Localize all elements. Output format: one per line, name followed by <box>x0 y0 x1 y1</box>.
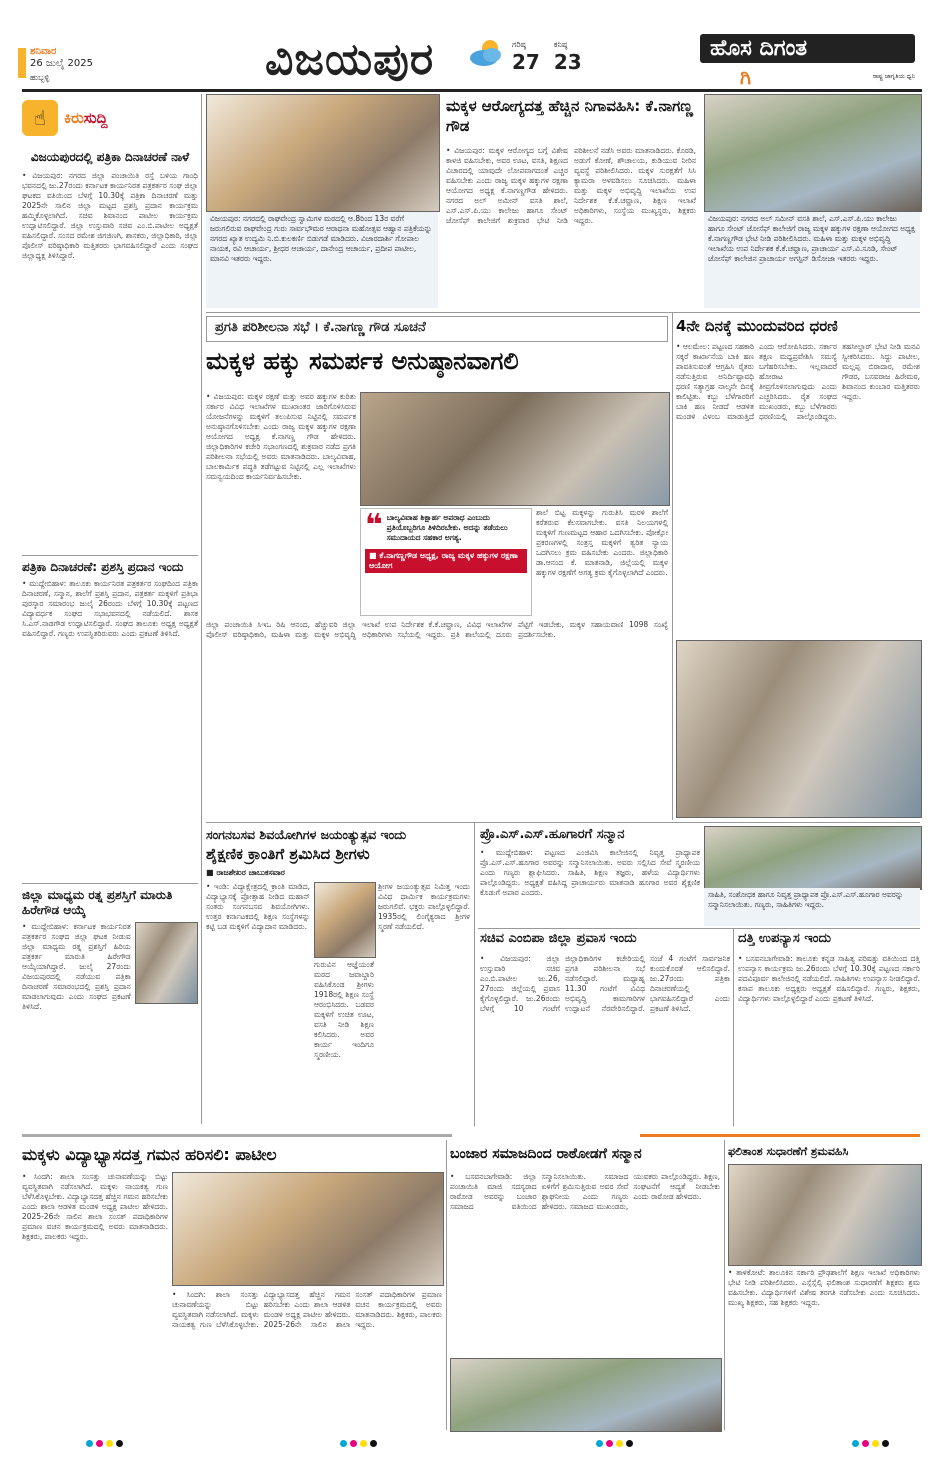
black-dot <box>882 1440 889 1447</box>
top-event-photo <box>206 94 440 212</box>
header-date-block <box>30 46 230 84</box>
cyan-dot <box>86 1440 93 1447</box>
protest-story-title: 4ನೇ ದಿನಕ್ಕೆ ಮುಂದುವರಿದ ಧರಣಿ <box>676 317 838 335</box>
brand-logo <box>700 34 915 89</box>
sangana-body2: ಗುರುವಿನ ಆಜ್ಞೆಯಂತೆ ಮಠದ ಜವಾಬ್ದಾರಿ ವಹಿಸಿಕೊಂಡ ಶ್ರೀಗಳು 1918ರಲ್ಲಿ ಶಿಕ್ಷಣ ಸಂಸ್ಥೆ ಆರಂಭಿಸಿದರು. ಬಡವರ ಮಕ್ಕಳಿಗೆ ಉಚಿತ ಊಟ, ವಸತಿ ನೀಡಿ ಶಿಕ್ಷಣ ಕಲಿಸಿದರು. ಅವರ ಕಾರ್ಯ ಇಂದಿಗೂ ಸ್ಮರಣೀಯ. <box>314 960 374 1059</box>
quote-text: ಬಾಲ್ಯವಿವಾಹ ಶಿಕ್ಷಾರ್ಹ ಅಪರಾಧ ಎಂಬುದು ಪ್ರತಿಯೊಬ್ಬರಿಗೂ ತಿಳಿದಿರಬೇಕು. ಅದನ್ನು ತಡೆಯಲು ಸಮುದಾಯದ ಸಹಕಾರ ಅಗತ್ಯ. <box>386 513 508 542</box>
brand-tagline: ರಾಷ್ಟ್ರ ಜಾಗೃತಿಯ ಧ್ವನಿ <box>872 73 915 80</box>
temp-low: 23 <box>553 50 582 74</box>
sangana-title-line1: ಸಂಗನಬಸವ ಶಿವಯೋಗಿಗಳ ಜಯಂತ್ಯುತ್ಸವ ಇಂದು <box>206 827 407 842</box>
kiru-story2-body: • ಮುದ್ದೇಬಿಹಾಳ: ತಾಲೂಕು ಕಾರ್ಯನಿರತ ಪತ್ರಕರ್ತರ ಸಂಘದಿಂದ ಪತ್ರಿಕಾ ದಿನಾಚರಣೆ, ಸನ್ಮಾನ, ಶಾಲೆಗೆ ಪ್ರಶಸ್ತಿ ಪ್ರದಾನ, ಪತ್ರಕರ್ತ ಮಕ್ಕಳಿಗೆ ಪ್ರತಿಭಾ ಪುರಸ್ಕಾರ ಸಮಾರಂಭ ಜುಲೈ 26ರಂದು ಬೆಳಗ್ಗೆ 10.30ಕ್ಕೆ ಪಟ್ಟಣದ ವಿದ್ಯಾವರ್ಧಕ ಸಂಘದ ಸಭಾಭವನದಲ್ಲಿ ನಡೆಯಲಿದೆ. ಶಾಸಕ ಸಿ.ಎಸ್.ನಾಡಗೌಡ ಉದ್ಘಾಟಿಸಲಿದ್ದಾರೆ. ಸಂಘದ ತಾಲೂಕು ಅಧ್ಯಕ್ಷ ಅಧ್ಯಕ್ಷತೆ ವಹಿಸಲಿದ್ದಾರೆ. ಗಣ್ಯರು ಉಪಸ್ಥಿತರಿರುವರು ಎಂದು ಪ್ರಕಟಣೆ ತಿಳಿಸಿದೆ. <box>22 579 198 638</box>
bottom1-title: ಮಕ್ಕಳು ವಿದ್ಯಾಭ್ಯಾಸದತ್ತ ಗಮನ ಹರಿಸಲಿ: ಪಾಟೀಲ <box>22 1145 277 1164</box>
minister-story-title: ಸಚಿವ ಎಂಬಿಪಾ ಜಿಲ್ಲಾ ಪ್ರವಾಸ ಇಂದು <box>480 931 637 946</box>
yellow-dot <box>872 1440 879 1447</box>
minister-story-body: • ವಿಜಯಪುರ: ಜಿಲ್ಲಾ ಉಸ್ತುವಾರಿ ಸಚಿವ ಎಂ.ಬಿ.ಪಾಟೀಲ ಜು.26, 27ರಂದು ಜಿಲ್ಲೆಯಲ್ಲಿ ಪ್ರವಾಸ ಕೈಗೊಳ್ಳಲಿದ್ದಾರೆ. ಜು.26ರಂದು ಬೆಳಗ್ಗೆ 10 ಗಂಟೆಗೆ ಜಿಲ್ಲಾಧಿಕಾರಿಗಳ ಕಚೇರಿಯಲ್ಲಿ ಪ್ರಗತಿ ಪರಿಶೀಲನಾ ಸಭೆ ನಡೆಸಲಿದ್ದಾರೆ. ಮಧ್ಯಾಹ್ನ 11.30 ಗಂಟೆಗೆ ವಿವಿಧ ಅಭಿವೃದ್ಧಿ ಕಾಮಗಾರಿಗಳ ಉದ್ಘಾಟನೆ ನೆರವೇರಿಸಲಿದ್ದಾರೆ. ಸಂಜೆ 4 ಗಂಟೆಗೆ ಸಾರ್ವಜನಿಕ ಕುಂದುಕೊರತೆ ಆಲಿಸಲಿದ್ದಾರೆ. ಜು.27ರಂದು ಪತ್ರಿಕಾ ದಿನಾಚರಣೆಯಲ್ಲಿ ಭಾಗವಹಿಸಲಿದ್ದಾರೆ ಎಂದು ಪ್ರಕಟಣೆ ತಿಳಿಸಿದೆ. <box>480 954 730 1013</box>
column-divider <box>474 822 475 1126</box>
sangana-byline: ■ ರಾಜಶೇಖರ ಚಾಬುಕಸವಾರ <box>206 868 285 877</box>
hand-icon: ☝ <box>22 100 58 136</box>
protest-photo <box>676 640 922 818</box>
header-date: 26 ಜುಲೈ 2025 <box>30 58 93 69</box>
divider <box>206 312 920 313</box>
top-photo-caption: ವಿಜಯಪುರ: ನಗರದಲ್ಲಿ ರಾಘವೇಂದ್ರ ಸ್ವಾಮಿಗಳ ಮಠದಲ್ಲಿ ಆ.8ರಿಂದ 13ರ ವರೆಗೆ ಜರುಗಲಿರುವ ರಾಘವೇಂದ್ರ ಗುರು ಸಾರ್ವಭೌಮರ ಆರಾಧನಾ ಮಹೋತ್ಸವ ಆಹ್ವಾನ ಪತ್ರಿಕೆಯನ್ನು ನಗರದ ಖ್ಯಾತ ಉದ್ಯಮಿ ನಿ.ಬಿ.ಕುಲಕರ್ಣಿ ಬಿಡುಗಡೆ ಮಾಡಿದರು. ವಿಜಾರದಾರ್ಶಿ ಗೋಪಾಲ ನಾಯಕ, ರವಿ ಆಚಾರ್ಯ, ಶ್ರೀಧರ ಆಚಾರ್ಯ, ದಾನೇಂದ್ರ ಆಚಾರ್ಯ, ಪ್ರದೀಪ ಪಾಟೀಲ, ಮಾನವಿ ಇತರರು ಇದ್ದರು. <box>206 212 438 308</box>
felicitation-photo <box>704 826 922 890</box>
main-story-body1: • ವಿಜಯಪುರ: ಮಕ್ಕಳ ರಕ್ಷಣೆ ಮತ್ತು ಅವರ ಹಕ್ಕುಗಳ ಕುರಿತು ಸರ್ಕಾರ ವಿವಿಧ ಇಲಾಖೆಗಳ ಮುಖಾಂತರ ಜಾರಿಗೊಳಿಸಿರುವ ಯೋಜನೆಗಳನ್ನು ಮಕ್ಕಳಿಗೆ ತಲುಪಿಸುವ ನಿಟ್ಟಿನಲ್ಲಿ ಸಮರ್ಪಕ ಅನುಷ್ಠಾನಗೊಳಿಸಬೇಕು ಎಂದು ರಾಜ್ಯ ಮಕ್ಕಳ ಹಕ್ಕುಗಳ ರಕ್ಷಣಾ ಆಯೋಗದ ಅಧ್ಯಕ್ಷ ಕೆ.ನಾಗಣ್ಣ ಗೌಡ ಹೇಳಿದರು. ಜಿಲ್ಲಾಧಿಕಾರಿಗಳ ಕಚೇರಿ ಸಭಾಂಗಣದಲ್ಲಿ ಶುಕ್ರವಾರ ನಡೆದ ಪ್ರಗತಿ ಪರಿಶೀಲನಾ ಸಭೆಯಲ್ಲಿ ಅವರು ಮಾತನಾಡಿದರು. ಬಾಲ್ಯವಿವಾಹ, ಬಾಲಕಾರ್ಮಿಕ ಪದ್ಧತಿ ತಡೆಗಟ್ಟುವ ನಿಟ್ಟಿನಲ್ಲಿ ಎಲ್ಲ ಇಲಾಖೆಗಳು ಸಮನ್ವಯದಿಂದ ಕಾರ್ಯನಿರ್ವಹಿಸಬೇಕು. <box>206 392 356 481</box>
registration-dots <box>340 1440 377 1447</box>
sangana-body3: ಶ್ರೀಗಳ ಜಯಂತ್ಯುತ್ಸವ ನಿಮಿತ್ತ ಇಂದು ವಿವಿಧ ಧಾರ್ಮಿಕ ಕಾರ್ಯಕ್ರಮಗಳು ಜರುಗಲಿವೆ. ಭಕ್ತರು ಪಾಲ್ಗೊಳ್ಳಲಿದ್ದಾರೆ. 1935ರಲ್ಲಿ ಲಿಂಗೈಕ್ಯರಾದ ಶ್ರೀಗಳ ಸ್ಮರಣೆ ನಡೆಯಲಿದೆ. <box>378 882 470 931</box>
bottom2-title: ಬಂಜಾರ ಸಮಾಜದಿಂದ ರಾಠೋಡಗೆ ಸನ್ಮಾನ <box>450 1146 642 1162</box>
banjara-felicitation-photo <box>450 1358 722 1432</box>
bottom3-title: ಫಲಿತಾಂಶ ಸುಧಾರಣೆಗೆ ಶ್ರಮವಹಿಸಿ <box>728 1145 849 1158</box>
portrait-photo <box>135 922 198 1004</box>
quote-icon: ❝ <box>365 508 383 543</box>
header-city: ಹುಬ್ಬಳ್ಳಿ <box>30 73 50 82</box>
temp-high-label: ಗರಿಷ್ಠ <box>512 40 526 49</box>
main-story-kicker: ಪ್ರಗತಿ ಪರಿಶೀಲನಾ ಸಭೆ । ಕೆ.ನಾಗಣ್ಣ ಗೌಡ ಸೂಚನೆ <box>215 320 426 335</box>
bottom1-body: • ಸಿಂದಗಿ: ಶಾಲಾ ಸಂಸತ್ತು ಚುನಾವಣೆಯನ್ನು ಬಿಟ್ಟು ವ್ಯವಸ್ಥಿತವಾಗಿ ನಡೆಸಲಾಗಿದೆ. ಮಕ್ಕಳು ನಾಯಕತ್ವ ಗುಣ ಬೆಳೆಸಿಕೊಳ್ಳಬೇಕು. ವಿದ್ಯಾಭ್ಯಾಸದತ್ತ ಹೆಚ್ಚಿನ ಗಮನ ಹರಿಸಬೇಕು ಎಂದು ಶಾಲಾ ಆಡಳಿತ ಮಂಡಳಿ ಅಧ್ಯಕ್ಷ ಪಾಟೀಲ ಹೇಳಿದರು. 2025-26ನೇ ಸಾಲಿನ ಶಾಲಾ ಸಂಸತ್ ಪದಾಧಿಕಾರಿಗಳ ಪ್ರಮಾಣ ವಚನ ಕಾರ್ಯಕ್ರಮದಲ್ಲಿ ಅವರು ಮಾತನಾಡಿದರು. ಶಿಕ್ಷಕರು, ಪಾಲಕರು ಇದ್ದರು. <box>22 1172 168 1241</box>
bottom3-body: • ತಾಳಿಕೋಟೆ: ತಾಲೂಕಿನ ಸರ್ಕಾರಿ ಪ್ರೌಢಶಾಲೆಗೆ ಶಿಕ್ಷಣ ಇಲಾಖೆ ಅಧಿಕಾರಿಗಳು ಭೇಟಿ ನೀಡಿ ಪರಿಶೀಲಿಸಿದರು. ಎಸ್ಸೆಸ್ಸೆಲ್ಸಿ ಫಲಿತಾಂಶ ಸುಧಾರಣೆಗೆ ಶಿಕ್ಷಕರು ಶ್ರಮ ವಹಿಸಬೇಕು. ವಿದ್ಯಾರ್ಥಿಗಳಿಗೆ ವಿಶೇಷ ತರಗತಿ ನಡೆಸಬೇಕು ಎಂದು ಸೂಚಿಸಿದರು. ಮುಖ್ಯ ಶಿಕ್ಷಕರು, ಸಹ ಶಿಕ್ಷಕರು ಇದ್ದರು. <box>728 1268 920 1307</box>
column-divider <box>733 928 734 1126</box>
kiru-story2-title: ಪತ್ರಿಕಾ ದಿನಾಚರಣೆ: ಪ್ರಶಸ್ತಿ ಪ್ರದಾನ ಇಂದು <box>22 560 184 574</box>
cyan-dot <box>852 1440 859 1447</box>
column-divider <box>446 1140 447 1430</box>
sangana-title-line2: ಶೈಕ್ಷಣಿಕ ಕ್ರಾಂತಿಗೆ ಶ್ರಮಿಸಿದ ಶ್ರೀಗಳು <box>206 845 370 863</box>
quote-attribution: ■ ಕೆ.ನಾಗಣ್ಣಗೌಡ ಅಧ್ಯಕ್ಷ, ರಾಜ್ಯ ಮಕ್ಕಳ ಹಕ್ಕುಗಳ ರಕ್ಷಣಾ ಆಯೋಗ <box>365 549 527 573</box>
yellow-dot <box>616 1440 623 1447</box>
registration-dots <box>852 1440 889 1447</box>
divider <box>22 555 198 556</box>
magenta-dot <box>862 1440 869 1447</box>
section-bar-accent <box>640 1134 920 1137</box>
section-bar <box>22 1134 452 1137</box>
main-story-title: ಮಕ್ಕಳ ಹಕ್ಕು ಸಮರ್ಪಕ ಅನುಷ್ಠಾನವಾಗಲಿ <box>206 347 519 375</box>
divider <box>22 883 198 884</box>
header-accent-bar <box>18 48 26 78</box>
bottom2-body: • ಬಸವನಬಾಗೇವಾಡಿ: ಜಿಲ್ಲಾ ಪಂಚಾಯಿತಿ ಮಾಜಿ ಸದಸ್ಯರಾದ ರಾಠೋಡ ಅವರನ್ನು ಬಂಜಾರ ಸಮಾಜದ ವತಿಯಿಂದ ಸನ್ಮಾನಿಸಲಾಯಿತು. ಸಮಾಜದ ಏಳಿಗೆಗೆ ಶ್ರಮಿಸುತ್ತಿರುವ ಅವರ ಸೇವೆ ಶ್ಲಾಘನೀಯ ಎಂದು ಗಣ್ಯರು ಹೇಳಿದರು. ಸಮಾಜದ ಮುಖಂಡರು, ಯುವಕರು ಪಾಲ್ಗೊಂಡಿದ್ದರು. ಶಿಕ್ಷಣ, ಸಂಘಟನೆಗೆ ಆದ್ಯತೆ ನೀಡಬೇಕು ಎಂದು ರಾಠೋಡ ಹೇಳಿದರು. <box>450 1172 720 1211</box>
magenta-dot <box>350 1440 357 1447</box>
temp-low-label: ಕನಿಷ್ಠ <box>553 40 568 49</box>
upanyasa-story-title: ದತ್ತಿ ಉಪನ್ಯಾಸ ಇಂದು <box>738 931 832 946</box>
registration-dots <box>86 1440 123 1447</box>
upanyasa-story-body: • ಬಸವನಬಾಗೇವಾಡಿ: ತಾಲೂಕು ಕನ್ನಡ ಸಾಹಿತ್ಯ ಪರಿಷತ್ತು ವತಿಯಿಂದ ದತ್ತಿ ಉಪನ್ಯಾಸ ಕಾರ್ಯಕ್ರಮ ಜು.26ರಂದು ಬೆಳಗ್ಗೆ 10.30ಕ್ಕೆ ಪಟ್ಟಣದ ಸರ್ಕಾರಿ ಪದವಿಪೂರ್ವ ಕಾಲೇಜಿನಲ್ಲಿ ನಡೆಯಲಿದೆ. ಸಾಹಿತಿಗಳು ಉಪನ್ಯಾಸ ನೀಡಲಿದ್ದಾರೆ. ಕಸಾಪ ತಾಲೂಕು ಅಧ್ಯಕ್ಷರು ಅಧ್ಯಕ್ಷತೆ ವಹಿಸಲಿದ್ದಾರೆ. ಗಣ್ಯರು, ಶಿಕ್ಷಕರು, ವಿದ್ಯಾರ್ಥಿಗಳು ಪಾಲ್ಗೊಳ್ಳಲಿದ್ದಾರೆ ಎಂದು ಪ್ರಕಟಣೆ ತಿಳಿಸಿದೆ. <box>738 954 920 1003</box>
column-divider <box>672 312 673 820</box>
right-photo-caption: ವಿಜಯಪುರ: ನಗರದ ಅಲ್ ಸಮೀನ್ ವಸತಿ ಶಾಲೆ, ಎಸ್.ಎಸ್.ಪಿ.ಯು ಕಾಲೇಜು ಹಾಗೂ ಸೇಂಟ್ ಜೋಸೆಫ್ ಕಾಲೇಜಿಗೆ ರಾಜ್ಯ ಮಕ್ಕಳ ಹಕ್ಕುಗಳ ರಕ್ಷಣಾ ಆಯೋಗದ ಅಧ್ಯಕ್ಷ ಕೆ.ನಾಗಣ್ಣಗೌಡ ಭೇಟಿ ನೀಡಿ ಪರಿಶೀಲಿಸಿದರು. ಮಹಿಳಾ ಮತ್ತು ಮಕ್ಕಳ ಅಭಿವೃದ್ಧಿ ಇಲಾಖೆಯ ಉಪ ನಿರ್ದೇಶಕ ಕೆ.ಕೆ.ಚವ್ಹಾಣ, ಪ್ರಾಚಾರ್ಯ ಎಸ್.ವಿ.ಸೂಡಿ, ಸೇಂಟ್ ಜೋಸೆಫ್ ಕಾಲೇಜಿನ ಪ್ರಾಚಾರ್ಯ ಅಗಸ್ಟಿನ್ ಡಿಸೋಜಾ ಇತರರು ಇದ್ದರು. <box>704 212 920 308</box>
kiru-story3-title: ಜಿಲ್ಲಾ ಮಾಧ್ಯಮ ರತ್ನ ಪ್ರಶಸ್ತಿಗೆ ಮಾರುತಿ ಹಿರೇಗೌಡ ಆಯ್ಕೆ <box>22 888 173 917</box>
black-dot <box>116 1440 123 1447</box>
page-number: ಗಿ <box>740 65 751 89</box>
cyan-dot <box>596 1440 603 1447</box>
weather-cloud-icon <box>466 38 506 68</box>
kiru-story1-title: ವಿಜಯಪುರದಲ್ಲಿ ಪತ್ರಿಕಾ ದಿನಾಚರಣೆ ನಾಳೆ <box>30 150 190 164</box>
meeting-photo <box>360 392 670 506</box>
health-story-title: ಮಕ್ಕಳ ಆರೋಗ್ಯದತ್ತ ಹೆಚ್ಚಿನ ನಿಗಾವಹಿಸಿ: ಕೆ.ನಾಗಣ್ಣ ಗೌಡ <box>446 97 693 135</box>
header-rule <box>22 89 922 92</box>
bottom1-body-cont: • ಸಿಂದಗಿ: ಶಾಲಾ ಸಂಸತ್ತು ಚುನಾವಣೆಯನ್ನು ಬಿಟ್ಟು ವ್ಯವಸ್ಥಿತವಾಗಿ ನಡೆಸಲಾಗಿದೆ. ಮಕ್ಕಳು ನಾಯಕತ್ವ ಗುಣ ಬೆಳೆಸಿಕೊಳ್ಳಬೇಕು. ವಿದ್ಯಾಭ್ಯಾಸದತ್ತ ಹೆಚ್ಚಿನ ಗಮನ ಹರಿಸಬೇಕು ಎಂದು ಶಾಲಾ ಆಡಳಿತ ಮಂಡಳಿ ಅಧ್ಯಕ್ಷ ಪಾಟೀಲ ಹೇಳಿದರು. 2025-26ನೇ ಸಾಲಿನ ಶಾಲಾ ಸಂಸತ್ ಪದಾಧಿಕಾರಿಗಳ ಪ್ರಮಾಣ ವಚನ ಕಾರ್ಯಕ್ರಮದಲ್ಲಿ ಅವರು ಮಾತನಾಡಿದರು. ಶಿಕ್ಷಕರು, ಪಾಲಕರು ಇದ್ದರು. <box>172 1290 442 1329</box>
temperature-block <box>512 40 582 74</box>
hugar-story-title: ಪ್ರೊ.ಎಸ್.ಎಸ್.ಹೂಗಾರಗೆ ಸನ್ಮಾನ <box>480 827 625 842</box>
main-story-body2: ಶಾಲೆ ಬಿಟ್ಟ ಮಕ್ಕಳನ್ನು ಗುರುತಿಸಿ ಮರಳಿ ಶಾಲೆಗೆ ಕರೆತರುವ ಕೆಲಸವಾಗಬೇಕು. ವಸತಿ ನಿಲಯಗಳಲ್ಲಿ ಮಕ್ಕಳಿಗೆ ಗುಣಮಟ್ಟದ ಆಹಾರ ಒದಗಿಸಬೇಕು. ಪೋಕ್ಸೋ ಪ್ರಕರಣಗಳಲ್ಲಿ ಸಂತ್ರಸ್ತ ಮಕ್ಕಳಿಗೆ ತ್ವರಿತ ನ್ಯಾಯ ಒದಗಿಸಲು ಕ್ರಮ ವಹಿಸಬೇಕು ಎಂದರು. ಜಿಲ್ಲಾಧಿಕಾರಿ ಡಾ.ಆನಂದ ಕೆ. ಮಾತನಾಡಿ, ಜಿಲ್ಲೆಯಲ್ಲಿ ಮಕ್ಕಳ ಹಕ್ಕುಗಳ ರಕ್ಷಣೆಗೆ ಅಗತ್ಯ ಕ್ರಮ ಕೈಗೊಳ್ಳಲಾಗಿದೆ ಎಂದರು. <box>536 508 668 577</box>
kirusuddi-column <box>22 94 198 1124</box>
registration-dots <box>596 1440 633 1447</box>
hugar-story-body: • ಮುದ್ದೇಬಿಹಾಳ: ಪಟ್ಟಣದ ಎಂಜಿವಿಸಿ ಕಾಲೇಜಿನಲ್ಲಿ ನಿವೃತ್ತ ಪ್ರಾಧ್ಯಾಪಕ ಪ್ರೊ.ಎಸ್.ಎಸ್.ಹೂಗಾರ ಅವರನ್ನು ಸನ್ಮಾನಿಸಲಾಯಿತು. ಅವರು ಸಲ್ಲಿಸಿದ ಸೇವೆ ಸ್ಮರಣೀಯ ಎಂದು ಗಣ್ಯರು ಶ್ಲಾಘಿಸಿದರು. ಸಾಹಿತಿ, ಶಿಕ್ಷಣ ತಜ್ಞರು, ಹಳೆಯ ವಿದ್ಯಾರ್ಥಿಗಳು ಪಾಲ್ಗೊಂಡಿದ್ದರು. ಅಧ್ಯಕ್ಷತೆ ವಹಿಸಿದ್ದ ಪ್ರಾಚಾರ್ಯರು ಮಾತನಾಡಿ ಹೂಗಾರ ಅವರ ಶೈಕ್ಷಣಿಕ ಕೊಡುಗೆ ಅಪಾರ ಎಂದರು. <box>480 848 700 897</box>
masthead-title: ವಿಜಯಪುರ <box>265 34 435 85</box>
school-parliament-photo <box>172 1172 444 1286</box>
kirusuddi-label-a: ಕಿರು <box>64 109 84 127</box>
yellow-dot <box>360 1440 367 1447</box>
divider <box>206 822 920 823</box>
kiru-story3-body: • ಮುದ್ದೇಬಿಹಾಳ: ಕರ್ನಾಟಕ ಕಾರ್ಯನಿರತ ಪತ್ರಕರ್ತರ ಸಂಘದ ಜಿಲ್ಲಾ ಘಟಕ ನೀಡುವ ಜಿಲ್ಲಾ ಮಾಧ್ಯಮ ರತ್ನ ಪ್ರಶಸ್ತಿಗೆ ಹಿರಿಯ ಪತ್ರಕರ್ತ ಮಾರುತಿ ಹಿರೇಗೌಡ ಆಯ್ಕೆಯಾಗಿದ್ದಾರೆ. ಜುಲೈ 27ರಂದು ವಿಜಯಪುರದಲ್ಲಿ ನಡೆಯುವ ಪತ್ರಿಕಾ ದಿನಾಚರಣೆ ಸಮಾರಂಭದಲ್ಲಿ ಪ್ರಶಸ್ತಿ ಪ್ರದಾನ ಮಾಡಲಾಗುವುದು ಎಂದು ಸಂಘದ ಪ್ರಕಟಣೆ ತಿಳಿಸಿದೆ. <box>22 922 131 1011</box>
column-divider <box>201 94 202 1124</box>
main-kicker-box <box>206 316 668 342</box>
temp-high: 27 <box>512 50 540 74</box>
health-story-body: • ವಿಜಯಪುರ: ಮಕ್ಕಳ ಆರೋಗ್ಯದ ಬಗ್ಗೆ ವಿಶೇಷ ಕಾಳಜಿ ವಹಿಸಬೇಕು, ಅವರ ಊಟ, ವಸತಿ, ಶಿಕ್ಷಣದ ವಿಚಾರದಲ್ಲಿ ಯಾವುದೇ ಲೋಪವಾಗದಂತೆ ಎಚ್ಚರ ವಹಿಸಬೇಕು ಎಂದು ರಾಜ್ಯ ಮಕ್ಕಳ ಹಕ್ಕುಗಳ ರಕ್ಷಣಾ ಆಯೋಗದ ಅಧ್ಯಕ್ಷ ಕೆ.ನಾಗಣ್ಣಗೌಡ ಹೇಳಿದರು. ನಗರದ ಅಲ್ ಅಮೀನ್ ವಸತಿ ಶಾಲೆ, ಎಸ್.ಎಸ್.ಪಿ.ಯು ಕಾಲೇಜು ಹಾಗೂ ಸೇಂಟ್ ಜೋಸೆಫ್ ಕಾಲೇಜಿಗೆ ಶುಕ್ರವಾರ ಭೇಟಿ ನೀಡಿ ಪರಿಶೀಲನೆ ನಡೆಸಿ ಅವರು ಮಾತನಾಡಿದರು. ಕೊಠಡಿ, ಅಡುಗೆ ಕೋಣೆ, ಶೌಚಾಲಯ, ಕುಡಿಯುವ ನೀರಿನ ವ್ಯವಸ್ಥೆ ಪರಿಶೀಲಿಸಿದರು. ಮಕ್ಕಳ ಸುರಕ್ಷತೆಗೆ ಸಿಸಿ ಕ್ಯಾಮರಾ ಅಳವಡಿಸಲು ಸೂಚಿಸಿದರು. ಮಹಿಳಾ ಮತ್ತು ಮಕ್ಕಳ ಅಭಿವೃದ್ಧಿ ಇಲಾಖೆಯ ಉಪ ನಿರ್ದೇಶಕ ಕೆ.ಕೆ.ಚವ್ಹಾಣ, ಶಿಕ್ಷಣ ಇಲಾಖೆ ಅಧಿಕಾರಿಗಳು, ಸಂಸ್ಥೆಯ ಮುಖ್ಯಸ್ಥರು, ಶಿಕ್ಷಕರು ಇದ್ದರು. <box>446 146 696 225</box>
black-dot <box>370 1440 377 1447</box>
divider <box>478 928 920 929</box>
yellow-dot <box>106 1440 113 1447</box>
protest-story-body: • ಆಲಮೇಲ: ಪಟ್ಟಣದ ಸಹಕಾರಿ ಸಕ್ಕರೆ ಕಾರ್ಖಾನೆಯ ಬಾಕಿ ಹಣ ಪಾವತಿಸುವಂತೆ ಆಗ್ರಹಿಸಿ ರೈತರು ನಡೆಸುತ್ತಿರುವ ಅನಿರ್ದಿಷ್ಟಾವಧಿ ಧರಣಿ ಸತ್ಯಾಗ್ರಹ ನಾಲ್ಕನೇ ದಿನಕ್ಕೆ ಕಾಲಿಟ್ಟಿತು. ಕಬ್ಬು ಬೆಳೆಗಾರರಿಗೆ ಬಾಕಿ ಹಣ ನೀಡದೆ ಆಡಳಿತ ಮಂಡಳಿ ವಿಳಂಬ ಮಾಡುತ್ತಿದೆ ಎಂದು ಆರೋಪಿಸಿದರು. ಸರ್ಕಾರ ತಕ್ಷಣ ಮಧ್ಯಪ್ರವೇಶಿಸಿ ಸಮಸ್ಯೆ ಬಗೆಹರಿಸಬೇಕು. ಇಲ್ಲವಾದರೆ ಹೋರಾಟ ತೀವ್ರಗೊಳಿಸಲಾಗುವುದು ಎಂದು ಎಚ್ಚರಿಸಿದರು. ರೈತ ಸಂಘದ ಮುಖಂಡರು, ಕಬ್ಬು ಬೆಳೆಗಾರರು ಧರಣಿಯಲ್ಲಿ ಪಾಲ್ಗೊಂಡಿದ್ದರು. ತಹಸೀಲ್ದಾರ್ ಭೇಟಿ ನೀಡಿ ಮನವಿ ಸ್ವೀಕರಿಸಿದರು. ಸಿದ್ದು ಪಾಟೀಲ, ಮಲ್ಲಪ್ಪ ಬಿರಾದಾರ, ರಮೇಶ ಗೌಡರ, ಬಸವರಾಜ ಹಿರೇಮಠ, ಶಿವಾನಂದ ಕುಂಬಾರ ಮತ್ತಿತರರು ಇದ್ದರು. <box>676 342 920 421</box>
main-story-body3: ಜಿಲ್ಲಾ ಪಂಚಾಯಿತಿ ಸಿಇಒ ರಿಷಿ ಆನಂದ, ಹೆಚ್ಚುವರಿ ಜಿಲ್ಲಾ ಪೊಲೀಸ್ ವರಿಷ್ಠಾಧಿಕಾರಿ, ಮಹಿಳಾ ಮತ್ತು ಮಕ್ಕಳ ಅಭಿವೃದ್ಧಿ ಇಲಾಖೆ ಉಪ ನಿರ್ದೇಶಕ ಕೆ.ಕೆ.ಚವ್ಹಾಣ, ವಿವಿಧ ಇಲಾಖೆಗಳ ಅಧಿಕಾರಿಗಳು ಸಭೆಯಲ್ಲಿ ಇದ್ದರು. ಪ್ರತಿ ಶಾಲೆಯಲ್ಲಿ ದೂರು ಪೆಟ್ಟಿಗೆ ಇಡಬೇಕು, ಮಕ್ಕಳ ಸಹಾಯವಾಣಿ 1098 ಸಂಖ್ಯೆ ಪ್ರದರ್ಶಿಸಬೇಕು. <box>206 620 668 639</box>
swamiji-portrait <box>314 882 376 958</box>
black-dot <box>626 1440 633 1447</box>
brand-name: ಹೊಸ ದಿಗಂತ <box>700 34 915 63</box>
school-visit-photo <box>704 94 922 212</box>
kirusuddi-label-b: ಸುದ್ದಿ <box>83 109 108 127</box>
classroom-photo <box>728 1164 922 1266</box>
column-divider <box>724 1140 725 1430</box>
kirusuddi-label <box>22 100 198 136</box>
header-day: ಶನಿವಾರ <box>30 46 57 57</box>
hugar-photo-caption: ಸಾಹಿತಿ, ಸಂಶೋಧಕ ಹಾಗೂ ನಿವೃತ್ತ ಪ್ರಾಧ್ಯಾಪಕ ಪ್ರೊ.ಎಸ್.ಎಸ್.ಹೂಗಾರ ಅವರನ್ನು ಸನ್ಮಾನಿಸಲಾಯಿತು. ಗಣ್ಯರು, ಸಾಹಿತಿಗಳು ಇದ್ದರು. <box>704 888 920 926</box>
sangana-body1: • ಇಂಡಿ: ವಿದ್ಯಾಕ್ಷೇತ್ರದಲ್ಲಿ ಕ್ರಾಂತಿ ಮಾಡಿದ, ವಿದ್ಯಾಭ್ಯಾಸಕ್ಕೆ ಪ್ರೋತ್ಸಾಹ ನೀಡಿದ ಮಹಾನ್ ಸಂತರು ಸಂಗನಬಸವ ಶಿವಯೋಗಿಗಳು. ಉತ್ತರ ಕರ್ನಾಟಕದಲ್ಲಿ ಶಿಕ್ಷಣ ಸಂಸ್ಥೆಗಳನ್ನು ಕಟ್ಟಿ ಬಡ ಮಕ್ಕಳಿಗೆ ವಿದ್ಯಾದಾನ ಮಾಡಿದರು. <box>206 882 310 931</box>
kiru-story1-body: • ವಿಜಯಪುರ: ನಗರದ ಜಿಲ್ಲಾ ಪಂಚಾಯಿತಿ ರಸ್ತೆ ಬಳಿಯ ಗಾಂಧಿ ಭವನದಲ್ಲಿ ಜು.27ರಂದು ಕರ್ನಾಟಕ ಕಾರ್ಯನಿರತ ಪತ್ರಕರ್ತರ ಸಂಘ ಜಿಲ್ಲಾ ಘಟಕದ ವತಿಯಿಂದ ಬೆಳಗ್ಗೆ 10.30ಕ್ಕೆ ಪತ್ರಿಕಾ ದಿನಾಚರಣೆ ಮತ್ತು 2025ನೇ ಸಾಲಿನ ಜಿಲ್ಲಾ ಮಟ್ಟದ ಪ್ರಶಸ್ತಿ ಪ್ರದಾನ ಕಾರ್ಯಕ್ರಮ ಹಮ್ಮಿಕೊಳ್ಳಲಾಗಿದೆ. ಸಚಿವ ಶಿವಾನಂದ ಪಾಟೀಲ ಕಾರ್ಯಕ್ರಮ ಉದ್ಘಾಟಿಸಲಿದ್ದಾರೆ. ಜಿಲ್ಲಾ ಉಸ್ತುವಾರಿ ಸಚಿವ ಎಂ.ಬಿ.ಪಾಟೀಲ ಅಧ್ಯಕ್ಷತೆ ವಹಿಸಲಿದ್ದಾರೆ. ಸಂಸದ ರಮೇಶ ಜಿಗಜಿಣಗಿ, ಶಾಸಕರು, ಜಿಲ್ಲಾಧಿಕಾರಿ, ಜಿಲ್ಲಾ ಪೊಲೀಸ್ ವರಿಷ್ಠಾಧಿಕಾರಿ ಮತ್ತಿತರರು ಭಾಗವಹಿಸಲಿದ್ದಾರೆ ಎಂದು ಸಂಘದ ಜಿಲ್ಲಾಧ್ಯಕ್ಷ ತಿಳಿಸಿದ್ದಾರೆ. <box>22 171 198 260</box>
quote-box <box>360 508 532 616</box>
magenta-dot <box>96 1440 103 1447</box>
cyan-dot <box>340 1440 347 1447</box>
magenta-dot <box>606 1440 613 1447</box>
